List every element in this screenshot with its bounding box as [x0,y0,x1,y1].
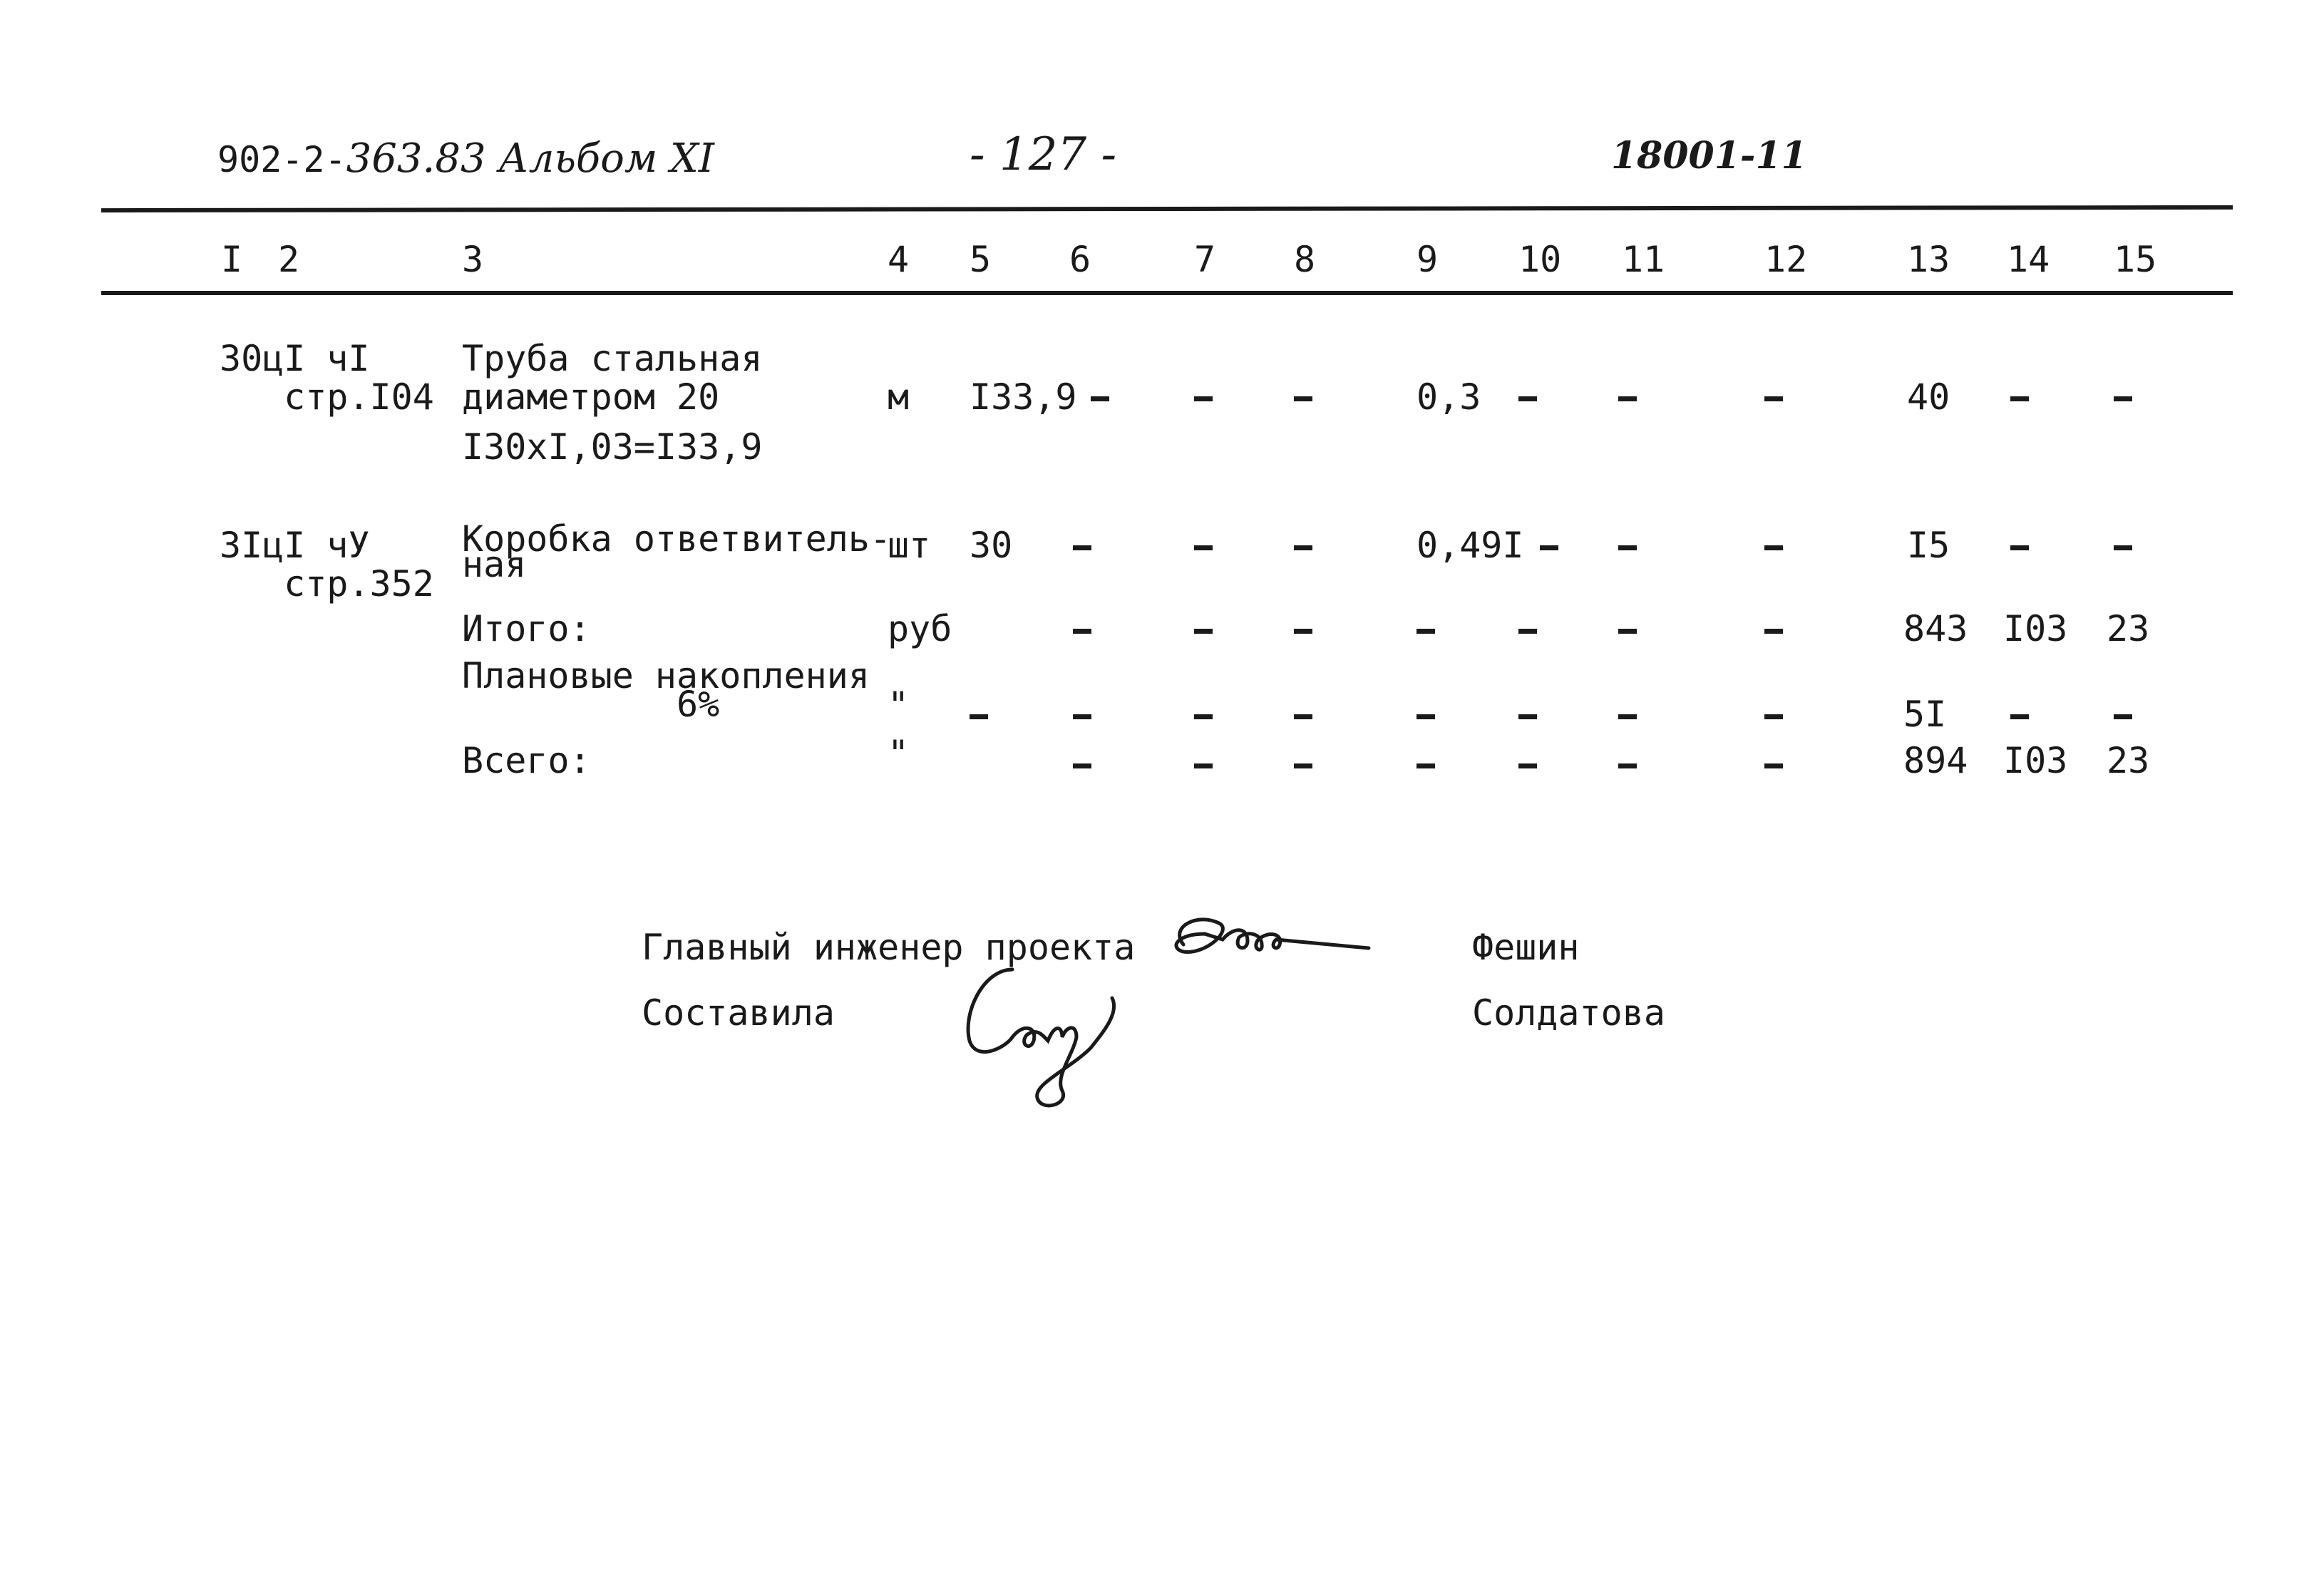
compiler-label: Составила [642,992,835,1034]
col-header-14: 14 [2007,239,2050,280]
dash [1294,545,1312,550]
summary-col14: I03 [2003,608,2068,649]
dash [1416,714,1435,719]
col-header-8: 8 [1294,239,1316,280]
row-calculation: I30xI,03=I33,9 [462,426,763,468]
document-code [217,135,714,182]
summary-unit: " [888,684,910,726]
dash [2114,545,2132,550]
col-header-15: 15 [2114,239,2157,280]
chief-engineer-name: Фешин [1472,927,1580,968]
dash [2114,714,2132,719]
doc-code-printed: 902-2- [217,139,346,180]
dash [1294,396,1312,401]
compiler-signature [955,955,1183,1119]
row-col9: 0,49I [1416,525,1524,566]
dash [1073,763,1091,768]
col-header-10: 10 [1518,239,1562,280]
dash [1618,396,1637,401]
dash [1073,629,1091,634]
summary-label: Плановые накопления 6% [462,655,870,725]
row-item-name: Труба стальная диаметром 20 [462,338,763,418]
summary-col14: I03 [2003,740,2068,781]
dash [1194,396,1213,401]
col-header-1: I [221,239,243,280]
row-col13: I5 [1907,525,1950,566]
dash [1518,629,1537,634]
dash [1540,545,1558,550]
dash [1518,763,1537,768]
summary-label: Итого: [462,608,591,649]
header-bottom-rule [101,291,2233,295]
col-header-9: 9 [1416,239,1439,280]
row-col5: 30 [970,525,1013,566]
dash [1618,629,1637,634]
dash [1618,763,1637,768]
dash [1073,714,1091,719]
summary-unit: руб [888,608,952,649]
dash [1416,763,1435,768]
top-rule [101,205,2233,212]
dash [1294,714,1312,719]
summary-col15: 23 [2107,608,2150,649]
dash [2010,396,2029,401]
dash [1416,629,1435,634]
dash [1194,763,1213,768]
summary-col13: 843 [1903,608,1968,649]
dash [1764,714,1783,719]
col-header-6: 6 [1069,239,1091,280]
dash [1764,545,1783,550]
summary-label: Всего: [462,740,591,781]
dash [1764,629,1783,634]
dash [1294,763,1312,768]
dash [2114,396,2132,401]
row-reference: цI чI стр.I04 [262,338,434,418]
col-header-12: 12 [1764,239,1808,280]
chief-engineer-label: Главный инженер проекта [642,927,1136,968]
row-number: 3I [220,525,263,566]
doc-code-handwritten: 363.83 Альбом XI [346,135,715,182]
dash [1518,714,1537,719]
project-number: 18001-11 [1611,134,1807,178]
dash [1294,629,1312,634]
row-reference: цI чУ стр.352 [262,525,434,605]
col-header-7: 7 [1194,239,1216,280]
dash [1618,714,1637,719]
col-header-11: 11 [1622,239,1665,280]
compiler-name: Солдатова [1472,992,1665,1034]
row-unit: м [888,376,910,418]
row-col13: 40 [1907,376,1950,418]
dash [1518,396,1537,401]
summary-col15: 23 [2107,740,2150,781]
chief-engineer-signature [1155,905,1383,984]
row-col9: 0,3 [1416,376,1481,418]
col-header-2: 2 [278,239,300,280]
row-number: 30 [220,338,263,379]
col-header-4: 4 [888,239,910,280]
dash [1194,714,1213,719]
col-header-5: 5 [970,239,992,280]
dash [2010,714,2029,719]
dash [970,714,988,719]
dash [2010,545,2029,550]
page-number: - 127 - [970,128,1117,181]
summary-col13: 5I [1903,694,1947,735]
summary-col13: 894 [1903,740,1968,781]
col-header-3: 3 [462,239,484,280]
dash [1194,629,1213,634]
summary-unit: " [888,733,910,774]
row-col5: I33,9 [970,376,1077,418]
dash [1091,396,1109,401]
dash [1073,545,1091,550]
dash [1194,545,1213,550]
dash [1764,763,1783,768]
row-unit: шт [888,525,931,566]
dash [1618,545,1637,550]
col-header-13: 13 [1907,239,1950,280]
row-item-name: Коробка ответвитель- ная [462,518,892,585]
dash [1764,396,1783,401]
